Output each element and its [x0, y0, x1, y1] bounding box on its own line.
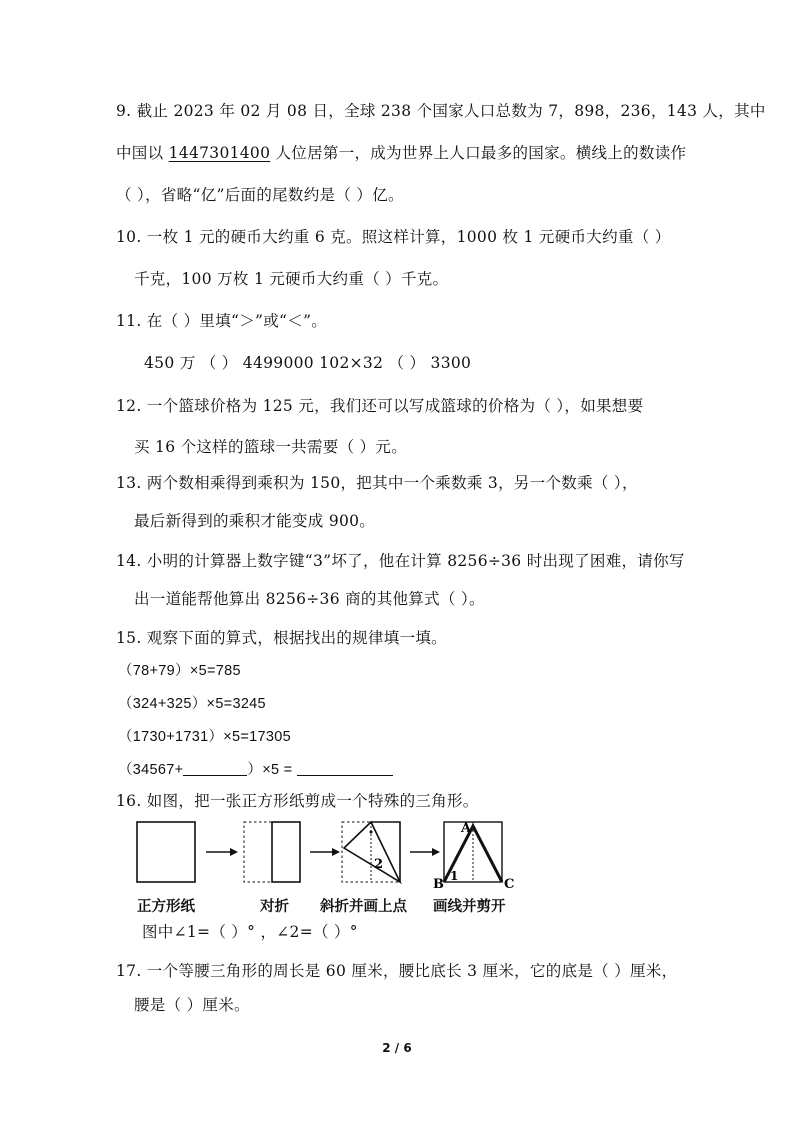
q17-line2: 腰是（ ）厘米。	[134, 996, 250, 1014]
q9-population-number: 1447301400	[168, 144, 271, 162]
caption-square-paper: 正方形纸	[137, 898, 195, 915]
q15-blank-addend[interactable]	[183, 759, 247, 776]
q9-line2-post: 人位居第一，成为世界上人口最多的国家。横线上的数读作	[270, 144, 687, 162]
q11-line2: 450 万 （ ） 4499000 102×32 （ ） 3300	[144, 354, 472, 372]
q12-line2: 买 16 个这样的篮球一共需要（ ）元。	[134, 438, 408, 456]
q9-line2	[116, 142, 686, 164]
vertex-b-label: B	[433, 877, 444, 888]
q15-eq2: （324+325）×5=3245	[118, 696, 266, 712]
diagonal-fold-shape	[342, 822, 400, 882]
q15-line1: 15. 观察下面的算式，根据找出的规律填一填。	[116, 629, 447, 647]
q9-line2-pre: 中国以	[116, 144, 169, 162]
folded-half-shape	[244, 822, 300, 882]
q17-line1: 17. 一个等腰三角形的周长是 60 厘米，腰比底长 3 厘米，它的底是（ ）厘米，	[116, 962, 678, 980]
q13-line2: 最后新得到的乘积才能变成 900。	[134, 512, 376, 530]
q14-line1: 14. 小明的计算器上数字键“3”坏了，他在计算 8256÷36 时出现了困难，请你写	[116, 552, 685, 570]
square-paper-shape	[137, 822, 195, 882]
q11-line1: 11. 在（ ）里填“＞”或“＜”。	[116, 312, 328, 330]
q15-eq1: （78+79）×5=785	[118, 663, 241, 679]
q13-line1: 13. 两个数相乘得到乘积为 150，把其中一个乘数乘 3，另一个数乘（ ），	[116, 474, 638, 492]
caption-diagonal-fold: 斜折并画上点	[320, 898, 407, 915]
caption-fold-half: 对折	[260, 898, 289, 915]
q14-line2: 出一道能帮他算出 8256÷36 商的其他算式（ ）。	[134, 590, 485, 608]
q9-line3: （ ），省略“亿”后面的尾数约是（ ）亿。	[116, 186, 404, 204]
q10-line2: 千克，100 万枚 1 元硬币大约重（ ）千克。	[134, 270, 449, 288]
arrow-icon-2	[310, 848, 340, 856]
angle-2-label: 2	[374, 857, 384, 872]
caption-draw-cut: 画线并剪开	[433, 898, 506, 915]
q9-line1: 9. 截止 2023 年 02 月 08 日，全球 238 个国家人口总数为 7，898，236，143 人，其中	[116, 102, 766, 120]
paper-folding-figure	[136, 818, 516, 888]
vertex-c-label: C	[504, 877, 515, 888]
page-number: 2 / 6	[382, 1041, 412, 1055]
arrow-icon-3	[410, 848, 440, 856]
arrow-icon-1	[206, 848, 238, 856]
q15-eq4	[118, 759, 393, 781]
q16-line1: 16. 如图，把一张正方形纸剪成一个特殊的三角形。	[116, 792, 479, 810]
q12-line1: 12. 一个篮球价格为 125 元，我们还可以写成篮球的价格为（ ），如果想要	[116, 397, 644, 415]
angle-1-label: 1	[450, 869, 459, 883]
q15-blank-result[interactable]	[297, 759, 393, 776]
vertex-a-label: A	[461, 821, 472, 836]
q15-eq4-mid: ）×5 =	[247, 762, 297, 778]
q15-eq4-pre: （34567+	[118, 762, 184, 778]
q10-line1: 10. 一枚 1 元的硬币大约重 6 克。照这样计算，1000 枚 1 元硬币大约重（ ）	[116, 228, 671, 246]
q15-eq3: （1730+1731）×5=17305	[118, 729, 292, 745]
q16-answer-line: 图中∠1=（ ）° ，∠2=（ ）°	[142, 923, 358, 941]
